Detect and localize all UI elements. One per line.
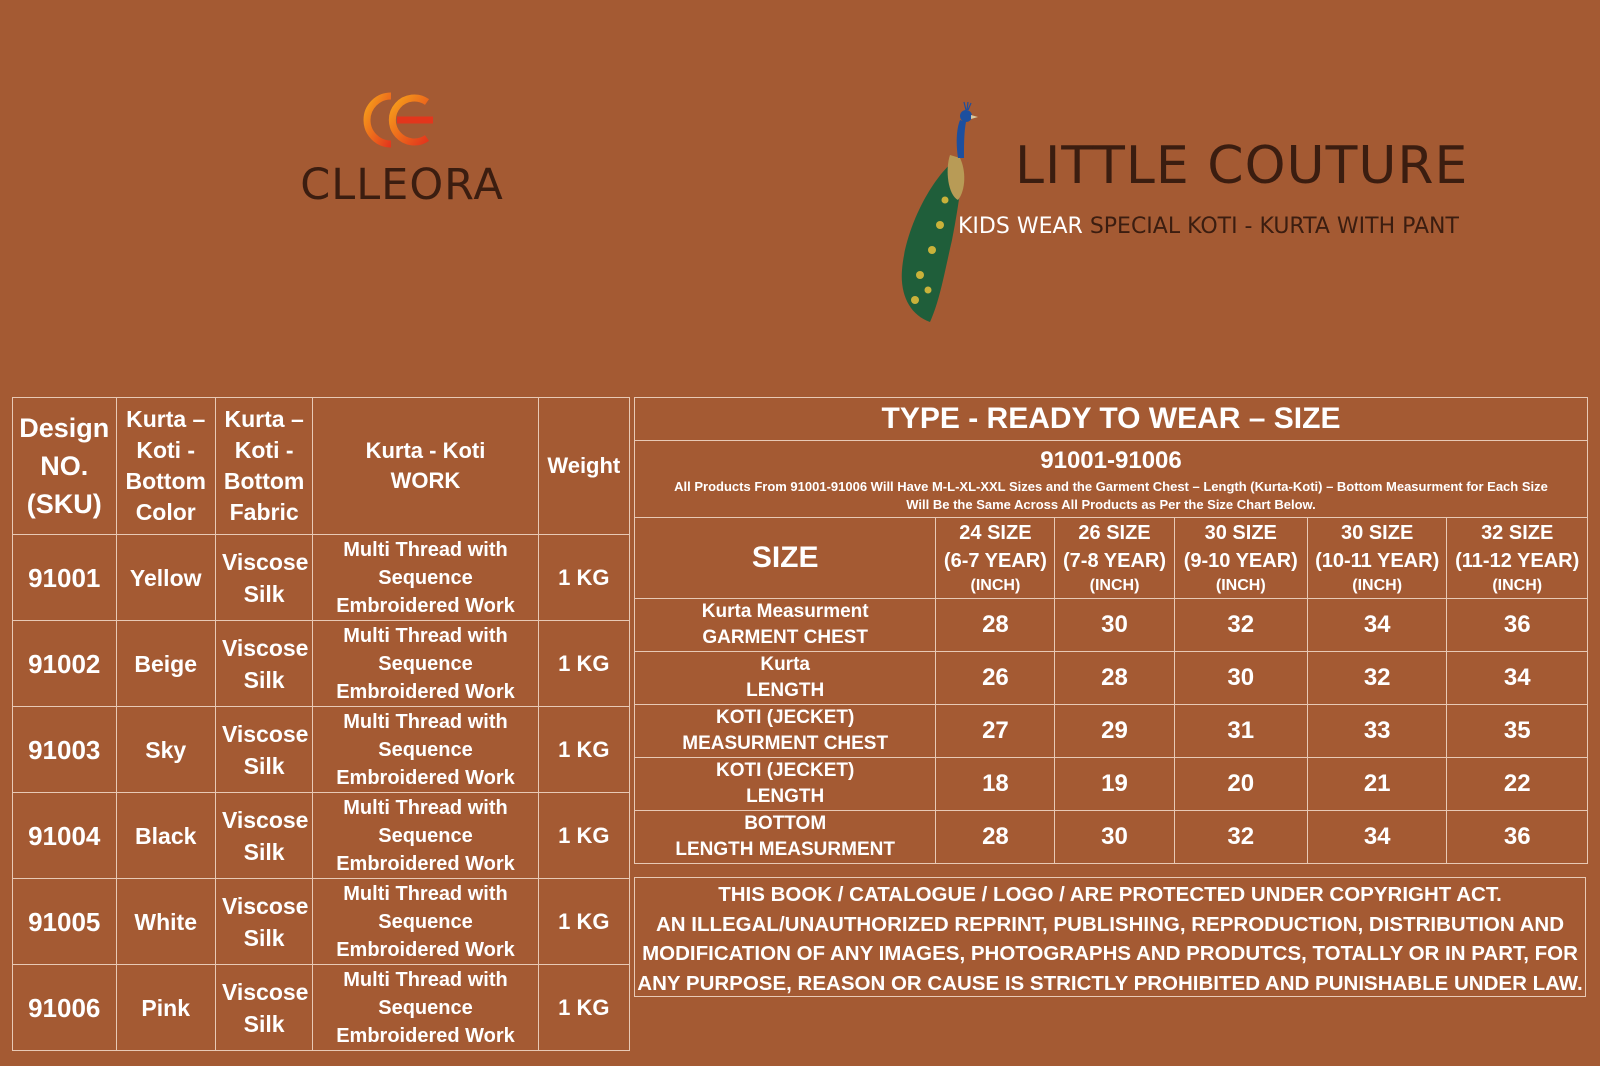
- product-row: [13, 965, 630, 1051]
- sku-cell: 91006: [13, 965, 117, 1051]
- brand-subtitle: [958, 212, 1459, 242]
- work-cell: Multi Thread with Sequence Embroidered Work: [313, 879, 538, 965]
- size-value-cell: 35: [1447, 705, 1588, 758]
- product-table-header: [13, 398, 630, 535]
- size-column-header: [1447, 518, 1588, 599]
- size-value-cell: 28: [936, 599, 1055, 652]
- brand-subtitle-part1: KIDS WEAR: [958, 214, 1083, 239]
- size-value-cell: 20: [1174, 758, 1307, 811]
- product-row: [13, 793, 630, 879]
- sku-cell: 91004: [13, 793, 117, 879]
- size-row-label1: Kurta Measurment: [701, 601, 869, 622]
- size-value-cell: 31: [1174, 705, 1307, 758]
- size-value-cell: 26: [936, 652, 1055, 705]
- size-value-cell: 33: [1307, 705, 1446, 758]
- size-column-age: (6-7 YEAR): [943, 550, 1047, 572]
- header-weight: Weight: [538, 398, 629, 535]
- brand-subtitle-part2: SPECIAL KOTI - KURTA WITH PANT: [1089, 214, 1459, 239]
- size-column-unit: (INCH): [1352, 577, 1403, 594]
- color-cell: Pink: [116, 965, 215, 1051]
- work-cell: Multi Thread with Sequence Embroidered Work: [313, 965, 538, 1051]
- size-note-line2: Will Be the Same Across All Products as Per the Size Chart Below.: [906, 497, 1316, 512]
- size-column-size: 30 SIZE: [1341, 522, 1414, 544]
- fabric-cell: Viscose Silk: [215, 707, 312, 793]
- weight-cell: 1 KG: [538, 793, 629, 879]
- header-work: Kurta - Koti WORK: [313, 398, 538, 535]
- size-row-label2: LENGTH: [746, 786, 825, 807]
- size-row-label1: KOTI (JECKET): [716, 760, 855, 781]
- size-row: [635, 758, 1588, 811]
- size-value-cell: 28: [936, 811, 1055, 864]
- product-row: [13, 535, 630, 621]
- color-cell: Yellow: [116, 535, 215, 621]
- size-column-size: 30 SIZE: [1204, 522, 1277, 544]
- size-value-cell: 32: [1174, 811, 1307, 864]
- fabric-cell: Viscose Silk: [215, 879, 312, 965]
- size-value-cell: 36: [1447, 599, 1588, 652]
- color-cell: Black: [116, 793, 215, 879]
- size-value-cell: 30: [1055, 599, 1174, 652]
- copyright-line2: AN ILLEGAL/UNAUTHORIZED REPRINT, PUBLISHING, REPRODUCTION, DISTRIBUTION AND: [655, 912, 1565, 936]
- size-value-cell: 34: [1307, 599, 1446, 652]
- product-row: [13, 707, 630, 793]
- size-column-size: 26 SIZE: [1078, 522, 1151, 544]
- size-header-label: SIZE: [635, 518, 936, 599]
- size-value-cell: 30: [1055, 811, 1174, 864]
- size-row-label2: MEASURMENT CHEST: [682, 733, 889, 754]
- size-value-cell: 34: [1447, 652, 1588, 705]
- brand-header: [900, 100, 1500, 330]
- cleora-logo-text: CLLEORA: [300, 160, 504, 210]
- size-value-cell: 22: [1447, 758, 1588, 811]
- work-cell: Multi Thread with Sequence Embroidered Work: [313, 621, 538, 707]
- fabric-cell: Viscose Silk: [215, 535, 312, 621]
- color-cell: Beige: [116, 621, 215, 707]
- copyright-line1: THIS BOOK / CATALOGUE / LOGO / ARE PROTECTED UNDER COPYRIGHT ACT.: [718, 883, 1502, 906]
- size-row-label2: LENGTH MEASURMENT: [675, 839, 895, 860]
- size-value-cell: 19: [1055, 758, 1174, 811]
- size-row: [635, 599, 1588, 652]
- weight-cell: 1 KG: [538, 535, 629, 621]
- weight-cell: 1 KG: [538, 965, 629, 1051]
- sku-cell: 91001: [13, 535, 117, 621]
- size-value-cell: 29: [1055, 705, 1174, 758]
- size-column-unit: (INCH): [1492, 577, 1543, 594]
- size-note-line1: All Products From 91001-91006 Will Have M-L-XL-XXL Sizes and the Garment Chest – Length (Kurta-Koti) – Bottom Measurment for Each Size: [674, 479, 1548, 494]
- header-color: Kurta – Koti - Bottom Color: [116, 398, 215, 535]
- size-row-label: [635, 811, 936, 864]
- color-cell: Sky: [116, 707, 215, 793]
- size-column-header: [1174, 518, 1307, 599]
- size-column-age: (9-10 YEAR): [1183, 550, 1298, 572]
- product-row: [13, 879, 630, 965]
- size-value-cell: 30: [1174, 652, 1307, 705]
- size-value-cell: 21: [1307, 758, 1446, 811]
- size-column-header: [1307, 518, 1446, 599]
- size-row-label: [635, 758, 936, 811]
- size-column-unit: (INCH): [970, 577, 1021, 594]
- size-value-cell: 28: [1055, 652, 1174, 705]
- cleora-logo: [282, 88, 522, 218]
- fabric-cell: Viscose Silk: [215, 793, 312, 879]
- size-row: [635, 811, 1588, 864]
- copyright-line3: MODIFICATION OF ANY IMAGES, PHOTOGRAPHS AND PRODUTCS, TOTALLY OR IN PART, FOR: [642, 942, 1578, 965]
- fabric-cell: Viscose Silk: [215, 965, 312, 1051]
- size-value-cell: 34: [1307, 811, 1446, 864]
- work-cell: Multi Thread with Sequence Embroidered Work: [313, 535, 538, 621]
- header-design: Design NO. (SKU): [13, 398, 117, 535]
- size-row-label2: GARMENT CHEST: [702, 627, 869, 648]
- product-table: [12, 397, 630, 1051]
- size-column-age: (11-12 YEAR): [1455, 550, 1580, 572]
- size-column-size: 32 SIZE: [1481, 522, 1554, 544]
- size-row-label1: Kurta: [760, 654, 810, 675]
- size-value-cell: 36: [1447, 811, 1588, 864]
- size-column-unit: (INCH): [1215, 577, 1266, 594]
- size-column-unit: (INCH): [1089, 577, 1140, 594]
- header-fabric: Kurta – Koti - Bottom Fabric: [215, 398, 312, 535]
- copyright-line4: ANY PURPOSE, REASON OR CAUSE IS STRICTLY PROHIBITED AND PUNISHABLE UNDER LAW.: [637, 971, 1583, 995]
- sku-cell: 91002: [13, 621, 117, 707]
- weight-cell: 1 KG: [538, 707, 629, 793]
- size-column-header: [1055, 518, 1174, 599]
- size-value-cell: 32: [1174, 599, 1307, 652]
- size-row-label: [635, 652, 936, 705]
- size-range: 91001-91006: [1040, 447, 1182, 474]
- work-cell: Multi Thread with Sequence Embroidered Work: [313, 707, 538, 793]
- size-row-label1: BOTTOM: [744, 813, 827, 834]
- size-table-title: TYPE - READY TO WEAR – SIZE: [635, 398, 1588, 441]
- fabric-cell: Viscose Silk: [215, 621, 312, 707]
- color-cell: White: [116, 879, 215, 965]
- product-row: [13, 621, 630, 707]
- copyright-notice: [634, 877, 1586, 997]
- size-column-age: (10-11 YEAR): [1315, 550, 1440, 572]
- size-row-label: [635, 705, 936, 758]
- sku-cell: 91005: [13, 879, 117, 965]
- cleora-logo-mark-icon: [357, 88, 437, 152]
- size-value-cell: 32: [1307, 652, 1446, 705]
- weight-cell: 1 KG: [538, 879, 629, 965]
- size-column-age: (7-8 YEAR): [1063, 550, 1167, 572]
- size-column-size: 24 SIZE: [959, 522, 1032, 544]
- size-range-block: [635, 441, 1588, 518]
- size-value-cell: 18: [936, 758, 1055, 811]
- size-row-label2: LENGTH: [746, 680, 825, 701]
- size-column-header: [936, 518, 1055, 599]
- size-row-label1: KOTI (JECKET): [716, 707, 855, 728]
- size-table: [634, 397, 1588, 864]
- size-row-label: [635, 599, 936, 652]
- sku-cell: 91003: [13, 707, 117, 793]
- brand-title: LITTLE COUTURE: [1015, 136, 1469, 196]
- work-cell: Multi Thread with Sequence Embroidered Work: [313, 793, 538, 879]
- size-row: [635, 652, 1588, 705]
- weight-cell: 1 KG: [538, 621, 629, 707]
- size-value-cell: 27: [936, 705, 1055, 758]
- size-row: [635, 705, 1588, 758]
